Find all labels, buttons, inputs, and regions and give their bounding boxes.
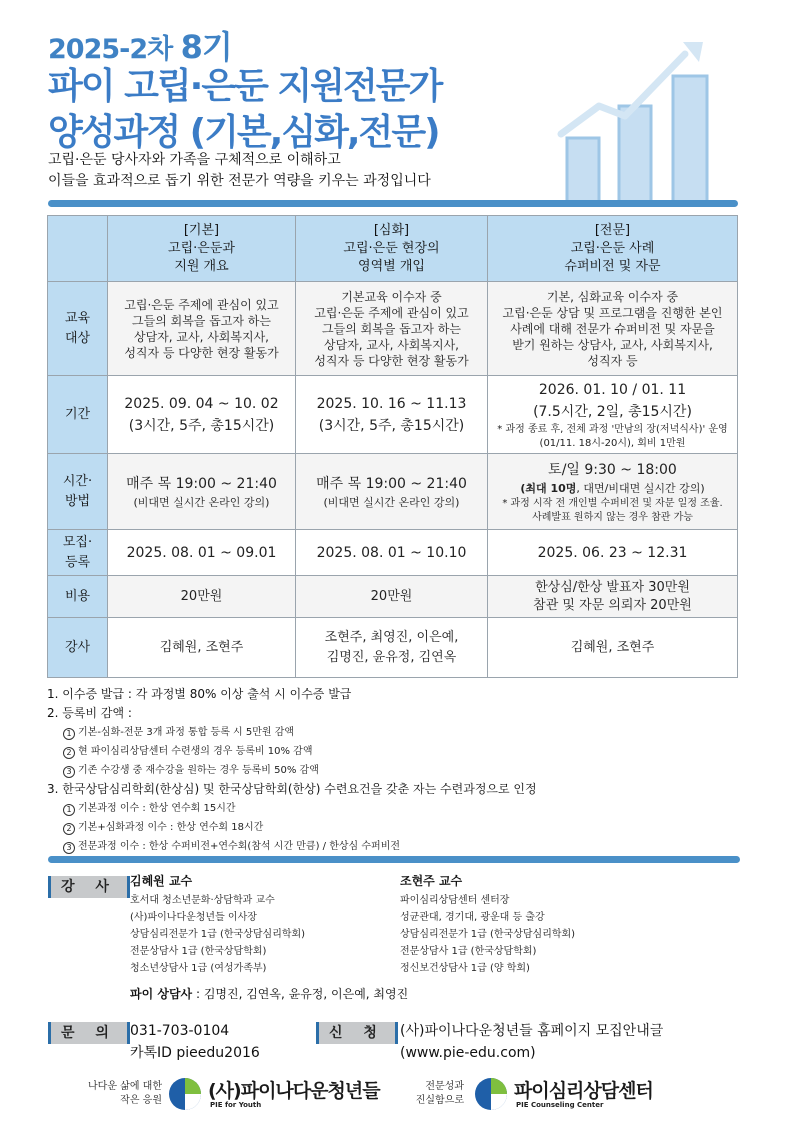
period-hours: (3시간, 5주, 총15시간) [128, 417, 275, 434]
column-header-advanced [296, 216, 488, 282]
note-training: 3. 한국상담심리학회(한상심) 및 한국상담학회(한상) 수련요건을 갖춘 자는 수련과정으로 인정 [47, 782, 537, 796]
pie-counselors [130, 985, 408, 1002]
note-discount-item [47, 723, 747, 742]
website-link[interactable]: (www.pie-edu.com) [400, 1045, 536, 1061]
note-discount-item [47, 742, 747, 761]
target-basic [108, 282, 296, 376]
note-training-item [47, 818, 747, 837]
row-label-text: 방법 [64, 493, 91, 509]
row-label-text: 등록 [64, 554, 91, 570]
cell-line: 상담자, 교사, 사회복지사, [134, 329, 269, 344]
row-label-recruit [48, 530, 108, 576]
period-expert [488, 376, 738, 454]
note-training-item [47, 837, 747, 856]
row-label-text: 모집· [62, 534, 93, 550]
column-tag: [전문] [594, 222, 631, 238]
period-advanced [296, 376, 488, 454]
cost-advanced [296, 576, 488, 618]
notes-section [47, 685, 747, 856]
note-item-text: 현 파이심리상담센터 수련생의 경우 등록비 10% 감액 [78, 746, 313, 757]
cell-line: 받기 원하는 상담사, 교사, 사회복지사, [512, 337, 713, 352]
target-advanced [296, 282, 488, 376]
schedule-advanced [296, 454, 488, 530]
inquiry-tag: 문 의 [48, 1022, 130, 1044]
slogan-line: 나다운 삶에 대한 [88, 1081, 162, 1092]
footer-slogan-left [72, 1080, 162, 1108]
cell-line: 상담자, 교사, 사회복지사, [324, 337, 459, 352]
schedule-note: * 과정 시작 전 개인별 수퍼비전 및 자문 일정 조율. [502, 497, 723, 509]
instructor-credential: 상담심리전문가 1급 (한국상담심리학회) [400, 929, 576, 940]
header-description [48, 150, 431, 192]
row-label-schedule [48, 454, 108, 530]
number-badge: 2 [63, 823, 75, 835]
column-title: 지원 개요 [174, 258, 229, 274]
instructor-b [400, 872, 575, 977]
cost-value: 한상심/한상 발표자 30만원 [535, 579, 690, 595]
inquiry-info [130, 1020, 260, 1064]
column-title: 고립·은둔과 [168, 240, 235, 256]
cost-value: 20만원 [180, 588, 223, 604]
number-badge: 3 [63, 842, 75, 854]
instructor-name: 조현주 교수 [400, 874, 463, 888]
description-line-1: 고립·은둔 당사자와 가족을 구체적으로 이해하고 [48, 152, 341, 168]
cost-value: 20만원 [370, 588, 413, 604]
course-table [47, 215, 738, 678]
course-year: 2025-2차 [48, 34, 181, 65]
phone-number[interactable]: 031-703-0104 [130, 1023, 230, 1039]
note-training-item [47, 799, 747, 818]
schedule-basic [108, 454, 296, 530]
cell-line: 성직자 등 [587, 353, 638, 368]
cost-expert [488, 576, 738, 618]
cell-line: 고립·은둔 주제에 관심이 있고 [314, 305, 469, 320]
kakao-id: 카톡ID pieedu2016 [130, 1045, 260, 1061]
note-item-text: 전문과정 이수 : 한상 수퍼비전+연수회(참석 시간 만큼) / 한상심 수퍼비전 [78, 841, 401, 852]
pie-counseling-en: PIE Counseling Center [516, 1101, 604, 1109]
schedule-time: 매주 목 19:00 ~ 21:40 [126, 475, 277, 492]
instructor-a [130, 872, 305, 977]
column-header-expert [488, 216, 738, 282]
pie-counseling-brand: 파이심리상담센터 [514, 1080, 653, 1102]
lecturer-names: 조현주, 최영진, 이은예, [324, 629, 459, 645]
cell-line: 기본, 심화교육 이수자 중 [546, 289, 679, 304]
instructor-credential: 전문상담사 1급 (한국상담학회) [130, 946, 267, 957]
header-corner [48, 216, 108, 282]
number-badge: 1 [63, 728, 75, 740]
lecturer-names: 김혜원, 조현주 [570, 639, 655, 655]
cell-line: 성직자 등 다양한 현장 활동가 [124, 345, 279, 360]
course-cohort: 8기 [180, 28, 232, 66]
cell-line: 성직자 등 다양한 현장 활동가 [314, 353, 469, 368]
slogan-line: 진실함으로 [415, 1095, 464, 1106]
growth-chart-illustration [555, 38, 755, 206]
schedule-time: 토/일 9:30 ~ 18:00 [548, 461, 677, 478]
schedule-method [492, 481, 733, 497]
recruit-dates: 2025. 08. 01 ~ 10.10 [316, 544, 467, 561]
table-header-row [48, 216, 738, 282]
table-row-cost [48, 576, 738, 618]
lecturer-expert [488, 618, 738, 678]
cell-line: 고립·은둔 상담 및 프로그램을 진행한 본인 [502, 305, 723, 320]
table-row-period [48, 376, 738, 454]
number-badge: 2 [63, 747, 75, 759]
period-dates: 2025. 09. 04 ~ 10. 02 [124, 395, 279, 412]
pie-youth-brand: (사)파이나다운청년들 [208, 1080, 380, 1102]
cell-line: 기본교육 이수자 중 [341, 289, 442, 304]
pie-youth-en: PIE for Youth [210, 1101, 262, 1109]
slogan-line: 전문성과 [425, 1081, 464, 1092]
row-label-text: 교육 [64, 310, 91, 326]
column-title: 고립·은둔 사례 [570, 240, 655, 256]
column-tag: [기본] [183, 222, 220, 238]
column-title: 슈퍼비전 및 자문 [564, 258, 661, 274]
instructor-tag: 강 사 [48, 876, 130, 898]
section-divider [48, 856, 740, 863]
header-divider [48, 200, 738, 207]
pie-counselor-label: 파이 상담사 [130, 987, 193, 1001]
column-header-basic [108, 216, 296, 282]
row-label-period: 기간 [48, 376, 108, 454]
period-hours: (7.5시간, 2일, 총15시간) [533, 403, 692, 420]
period-note: * 과정 종료 후, 전체 과정 '만남의 장(저녁식사)' 운영 [497, 423, 728, 435]
row-label-text: 대상 [64, 330, 91, 346]
note-discount-item [47, 761, 747, 780]
row-label-target [48, 282, 108, 376]
row-label-cost: 비용 [48, 576, 108, 618]
recruit-advanced [296, 530, 488, 576]
instructor-credential: (사)파이나다운청년들 이사장 [130, 912, 257, 923]
schedule-method: (비대면 실시간 온라인 강의) [133, 495, 270, 509]
apply-text: (사)파이나다운청년들 홈페이지 모집안내글 [400, 1023, 664, 1039]
period-dates: 2025. 10. 16 ~ 11.13 [316, 395, 467, 412]
method-text: , 대면/비대면 실시간 강의) [576, 481, 705, 495]
note-discount: 2. 등록비 감액 : [47, 706, 132, 720]
lecturer-names: 김혜원, 조현주 [159, 639, 244, 655]
lecturer-advanced [296, 618, 488, 678]
title-line-1: 파이 고립·은둔 지원전문가 [48, 66, 442, 107]
column-tag: [심화] [373, 222, 410, 238]
pie-youth-logo-icon [168, 1077, 202, 1111]
period-hours: (3시간, 5주, 총15시간) [318, 417, 465, 434]
instructor-credential: 청소년상담사 1급 (여성가족부) [130, 963, 267, 974]
description-line-2: 이들을 효과적으로 돕기 위한 전문가 역량을 키우는 과정입니다 [48, 173, 431, 189]
row-label-text: 시간· [62, 473, 93, 489]
table-row-lecturer [48, 618, 738, 678]
period-note: (01/11. 18시-20시), 회비 1만원 [539, 437, 686, 449]
number-badge: 1 [63, 804, 75, 816]
cell-line: 고립·은둔 주제에 관심이 있고 [124, 297, 279, 312]
table-row-recruit [48, 530, 738, 576]
note-certificate: 1. 이수증 발급 : 각 과정별 80% 이상 출석 시 이수증 발급 [47, 687, 352, 701]
header [0, 0, 794, 215]
recruit-basic [108, 530, 296, 576]
cell-line: 사례에 대해 전문가 슈퍼비전 및 자문을 [510, 321, 715, 336]
instructor-name: 김혜원 교수 [130, 874, 193, 888]
column-title: 고립·은둔 현장의 [343, 240, 440, 256]
note-item-text: 기본-심화-전문 3개 과정 통합 등록 시 5만원 감액 [78, 727, 295, 738]
pie-counselor-names: : 김명진, 김연옥, 윤유정, 이은예, 최영진 [192, 987, 409, 1001]
table-row-schedule [48, 454, 738, 530]
cost-basic [108, 576, 296, 618]
note-item-text: 기본+심화과정 이수 : 한상 연수회 18시간 [78, 822, 264, 833]
period-dates: 2026. 01. 10 / 01. 11 [538, 381, 687, 398]
target-expert [488, 282, 738, 376]
period-basic [108, 376, 296, 454]
instructor-credential: 파이심리상담센터 센터장 [400, 895, 510, 906]
slogan-line: 작은 응원 [120, 1095, 162, 1106]
instructor-credential: 상담심리전문가 1급 (한국상담심리학회) [130, 929, 306, 940]
title-line-2: 양성과정 (기본,심화,전문) [48, 112, 439, 153]
lecturer-basic [108, 618, 296, 678]
instructor-credential: 전문상담사 1급 (한국상담학회) [400, 946, 537, 957]
note-item-text: 기본과정 이수 : 한상 연수회 15시간 [78, 803, 236, 814]
pie-counseling-logo-icon [474, 1077, 508, 1111]
schedule-note: 사례발표 원하지 않는 경우 참관 가능 [532, 511, 693, 523]
note-item-text: 기존 수강생 중 재수강을 원하는 경우 등록비 50% 감액 [78, 765, 319, 776]
apply-tag: 신 청 [316, 1022, 398, 1044]
instructor-credential: 성균관대, 경기대, 광운대 등 출강 [400, 912, 545, 923]
row-label-lecturer: 강사 [48, 618, 108, 678]
instructor-credential: 호서대 청소년문화·상담학과 교수 [130, 895, 275, 906]
footer-slogan-right [382, 1080, 464, 1108]
cell-line: 그들의 회복을 돕고자 하는 [132, 313, 271, 328]
recruit-dates: 2025. 08. 01 ~ 09.01 [126, 544, 277, 561]
cell-line: 그들의 회복을 돕고자 하는 [322, 321, 461, 336]
capacity-text: (최대 10명 [520, 481, 577, 495]
column-title: 영역별 개입 [358, 258, 425, 274]
recruit-expert [488, 530, 738, 576]
schedule-expert [488, 454, 738, 530]
instructor-credential: 정신보건상담사 1급 (양 학회) [400, 963, 530, 974]
lecturer-names: 김명진, 윤유정, 김연옥 [326, 649, 457, 665]
cost-value: 참관 및 자문 의뢰자 20만원 [533, 597, 692, 613]
number-badge: 3 [63, 766, 75, 778]
table-row-target [48, 282, 738, 376]
apply-info [400, 1020, 663, 1064]
schedule-time: 매주 목 19:00 ~ 21:40 [316, 475, 467, 492]
recruit-dates: 2025. 06. 23 ~ 12.31 [537, 544, 688, 561]
schedule-method: (비대면 실시간 온라인 강의) [323, 495, 460, 509]
